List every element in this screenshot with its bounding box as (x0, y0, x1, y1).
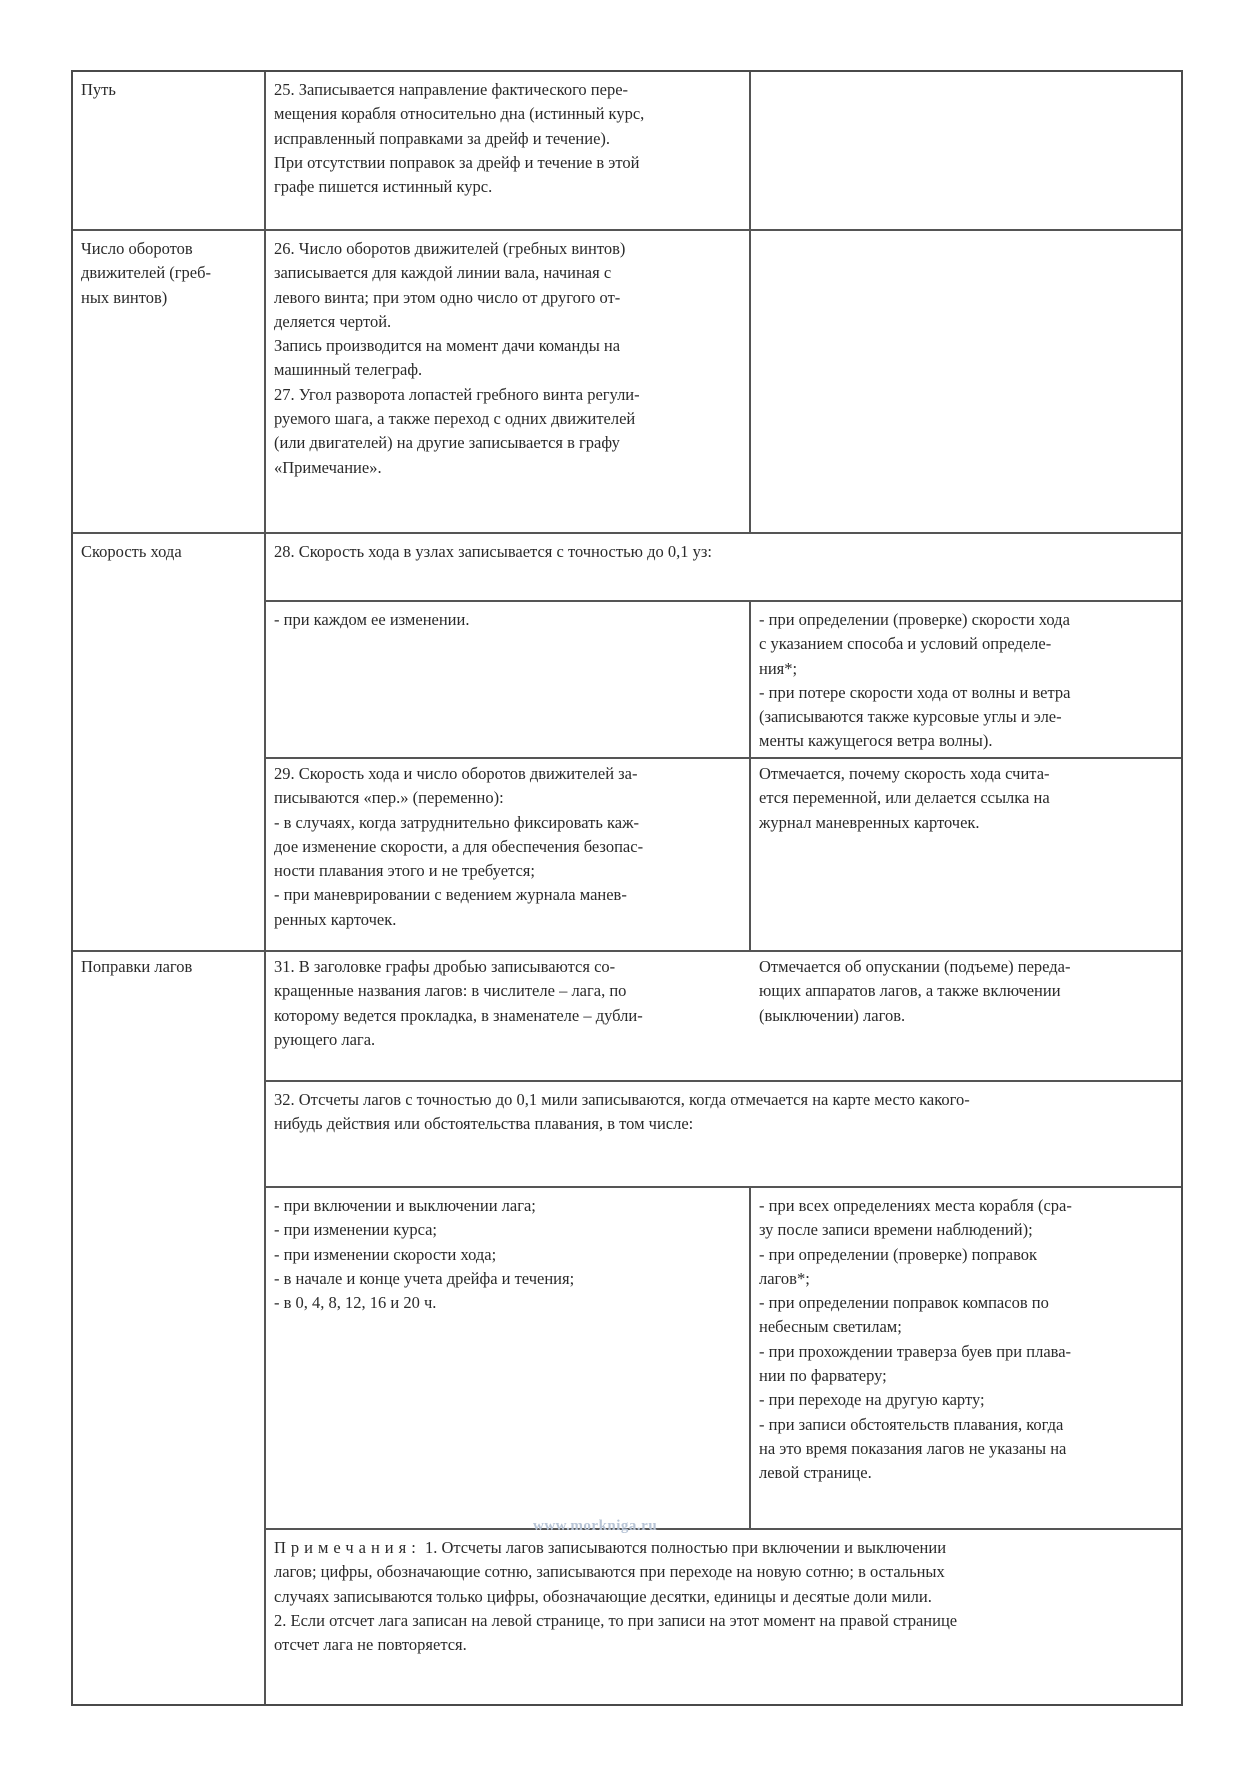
speed-right: - при определении (проверке) скорости хода с указанием способа и условий определе- ния*; - при потере скорости хода от волны и ветра (записываются также курсовые углы и эле- менты кажущегося ветра волны). (759, 610, 1071, 751)
logs-p32-left: - при включении и выключении лага; - при изменении курса; - при изменении скорости хода; - в начале и конце учета дрейфа и течения; - в 0, 4, 8, 12, 16 и 20 ч. (274, 1196, 575, 1313)
logs-p32-header: 32. Отсчеты лагов с точностью до 0,1 мили записываются, когда отмечается на карте место какого- нибудь действия или обстоятельства плавания, в том числе: (274, 1090, 970, 1134)
label-put: Путь (81, 80, 116, 99)
watermark: www.morkniga.ru (533, 1518, 658, 1534)
speed-variable-right: Отмечается, почему скорость хода счита- ется переменной, или делается ссылка на журнал маневренных карточек. (759, 764, 1050, 832)
logs-p31-left: 31. В заголовке графы дробью записываются со- кращенные названия лагов: в числителе – лага, по которому ведется прокладка, в знаменателе – дубли- рующего лага. (274, 957, 643, 1049)
label-log-corrections: Поправки лагов (81, 957, 193, 976)
notes-title: Примечания: (274, 1538, 421, 1557)
speed-variable-left: 29. Скорость хода и число оборотов движителей за- писываются «пер.» (переменно): - в случаях, когда затруднительно фиксировать каж- дое изменение скорости, а для обеспечения безопас- ности плавания этого и не требуется; - при маневрировании с ведением журнала манев- ренных карточек. (274, 764, 644, 929)
col-divider-2a (749, 72, 751, 534)
logs-p32-right: - при всех определениях места корабля (сра- зу после записи времени наблюдений); - при определении (проверке) поправок лагов*; - при определении поправок компасов по небесным светилам; - при прохождении траверза буев при плава- нии по фарватеру; - при переходе на другую карту; - при записи обстоятельств плавания, когда на это время показания лагов не указаны на левой странице. (759, 1196, 1072, 1483)
logs-p31-right: Отмечается об опускании (подъеме) переда- ющих аппаратов лагов, а также включении (выключении) лагов. (759, 957, 1071, 1025)
label-speed: Скорость хода (81, 542, 182, 561)
speed-header: 28. Скорость хода в узлах записывается с точностью до 0,1 уз: (274, 542, 712, 561)
revolutions-description: 26. Число оборотов движителей (гребных винтов) записывается для каждой линии вала, начиная с левого винта; при этом одно число от другого от- деляется чертой. Запись производится на момент дачи команды на машинный телеграф. 27. Угол разворота лопастей гребного винта регули- руемого шага, а также переход с одних движителей (или двигателей) на другие записывается в графу «Примечание». (274, 239, 640, 477)
logs-notes: Примечания: 1. Отсчеты лагов записываются полностью при включении и выключении лагов; цифры, обозначающие сотню, записываются при переходе на новую сотню; в остальных случаях записываются только цифры, обозначающие десятки, единицы и десятые доли мили. 2. Если отсчет лага записан на левой странице, то при записи на этот момент на правой странице отсчет лага не повторяется. (274, 1538, 958, 1655)
speed-left: - при каждом ее изменении. (274, 610, 470, 629)
put-description: 25. Записывается направление фактического пере- мещения корабля относительно дна (истинный курс, исправленный поправками за дрейф и течение). При отсутствии поправок за дрейф и течение в этой графе пишется истинный курс. (274, 80, 645, 197)
label-revolutions: Число оборотов движителей (греб- ных винтов) (81, 239, 212, 307)
instructions-table (71, 70, 1183, 1706)
